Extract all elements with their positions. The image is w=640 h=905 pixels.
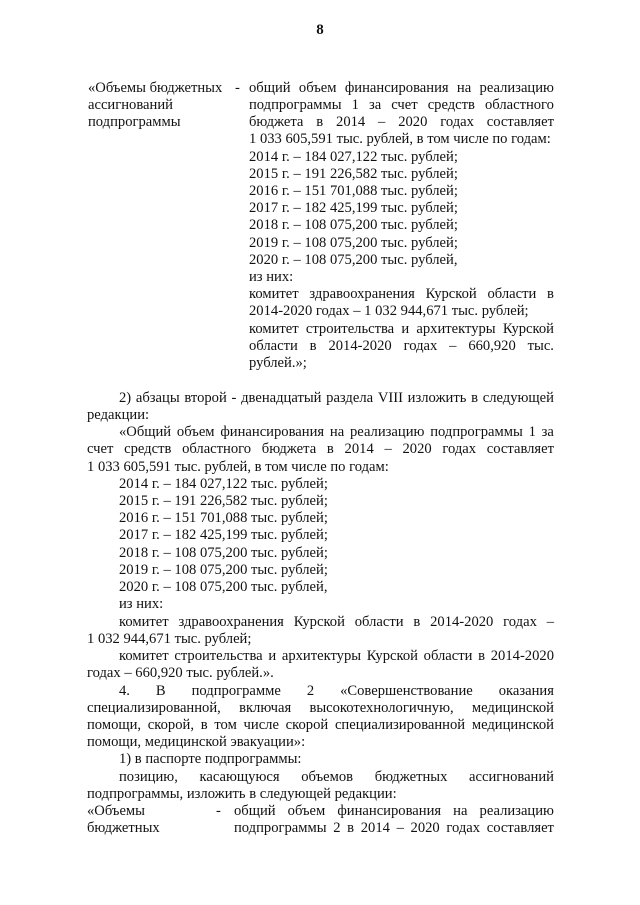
word: Курской <box>425 286 477 302</box>
text-line <box>0 321 640 339</box>
text-line <box>0 407 640 425</box>
word: бюджета <box>249 114 304 130</box>
paragraph-line <box>119 769 554 787</box>
word: подпрограмме <box>191 683 281 699</box>
value-line-justified <box>249 286 554 304</box>
text-line <box>0 510 640 528</box>
word: 2014 <box>344 441 374 457</box>
word: на <box>456 80 472 96</box>
value-line: из них: <box>249 269 294 285</box>
position-label: ассигнований <box>88 97 173 113</box>
word: касающуюся <box>199 769 280 785</box>
text-line <box>0 269 640 287</box>
text-line <box>0 803 640 821</box>
word: архитектуры <box>281 648 362 664</box>
text-line <box>0 751 640 769</box>
word: средств <box>427 97 475 113</box>
word: на <box>329 424 345 440</box>
word: 2020 <box>410 820 440 836</box>
text-line <box>0 149 640 167</box>
word: годах <box>440 114 474 130</box>
word: реализацию <box>479 80 554 96</box>
paragraph-line: 1) в паспорте подпрограммы: <box>119 751 302 767</box>
word: объемов <box>301 769 354 785</box>
text-line <box>0 424 640 442</box>
word: подпрограммы <box>249 97 342 113</box>
text-line <box>0 562 640 580</box>
position-label: бюджетных <box>87 820 160 836</box>
text-line <box>0 200 640 218</box>
word: областного <box>484 97 554 113</box>
word: 2020 <box>398 114 428 130</box>
word: скорой, <box>147 717 194 733</box>
word: тыс. <box>527 338 554 354</box>
word: строительства <box>174 648 263 664</box>
paragraph-line: редакции: <box>87 407 150 423</box>
word: счет <box>87 441 114 457</box>
text-line <box>0 303 640 321</box>
paragraph-line: 2015 г. – 191 226,582 тыс. рублей; <box>119 493 328 509</box>
text-line <box>0 631 640 649</box>
word: оказания <box>498 683 554 699</box>
text-line <box>0 700 640 718</box>
word: в <box>347 820 355 836</box>
word: в <box>309 338 317 354</box>
word: включая <box>239 700 292 716</box>
text-line <box>0 390 640 408</box>
position-label: подпрограммы <box>88 114 181 130</box>
word: реализацию <box>479 803 554 819</box>
word: подпрограммы <box>430 424 523 440</box>
word: и <box>401 321 410 337</box>
word: объем <box>298 80 337 96</box>
position-label: «Объемы бюджетных <box>88 80 223 96</box>
paragraph-line <box>119 683 554 701</box>
word: в <box>200 717 208 733</box>
word: специализированной <box>334 717 466 733</box>
value-line-justified <box>249 338 554 356</box>
word: финансирования <box>344 80 449 96</box>
word: комитет <box>119 614 169 630</box>
word: – <box>378 114 386 130</box>
word: 4. <box>119 683 130 699</box>
paragraph-line: из них: <box>119 596 164 612</box>
value-line: 2015 г. – 191 226,582 тыс. рублей; <box>249 166 458 182</box>
word: VIII <box>377 390 403 406</box>
value-line: 1 033 605,591 тыс. рублей, в том числе по годам: <box>249 131 551 147</box>
word: финансирования <box>337 803 442 819</box>
word: составляет <box>486 441 554 457</box>
word: средств <box>124 441 172 457</box>
text-line <box>0 820 640 838</box>
value-line: 2019 г. – 108 075,200 тыс. рублей; <box>249 235 458 251</box>
word: здравоохранения <box>178 614 284 630</box>
word: годах <box>403 338 438 354</box>
word: здравоохранения <box>309 286 415 302</box>
text-line <box>0 355 640 373</box>
paragraph-line: помощи, медицинской эвакуации»: <box>87 734 306 750</box>
word: 1 <box>351 97 359 113</box>
word: 2014 <box>336 114 366 130</box>
text-line <box>0 734 640 752</box>
paragraph-line: 2020 г. – 108 075,200 тыс. рублей, <box>119 579 328 595</box>
paragraph-line <box>119 390 554 408</box>
text-line <box>0 441 640 459</box>
position-label: «Объемы <box>87 803 145 819</box>
word: комитет <box>249 321 299 337</box>
text-line <box>0 131 640 149</box>
word: 660,920 <box>468 338 516 354</box>
value-line: 2014 г. – 184 027,122 тыс. рублей; <box>249 149 458 165</box>
paragraph-line: 2014 г. – 184 027,122 тыс. рублей; <box>119 476 328 492</box>
value-line-justified <box>234 820 554 838</box>
word: специализированной, <box>87 700 221 716</box>
word: Курской <box>293 614 345 630</box>
text-line <box>0 717 640 735</box>
word: - <box>231 390 237 406</box>
text-line <box>0 286 640 304</box>
word: в <box>316 114 324 130</box>
word: – <box>384 441 392 457</box>
dash-separator: - <box>235 80 240 96</box>
text-line <box>0 114 640 132</box>
word: области <box>423 648 473 664</box>
word: 2) <box>119 390 132 406</box>
word: 2 <box>333 820 341 836</box>
page-number: 8 <box>316 22 324 38</box>
paragraph-line <box>87 700 554 718</box>
word: помощи, <box>87 717 142 733</box>
text-line <box>0 338 640 356</box>
word: области <box>487 286 537 302</box>
word: архитектуры <box>416 321 496 337</box>
text-line <box>0 579 640 597</box>
word: 2014-2020 <box>430 614 494 630</box>
word: – <box>546 614 554 630</box>
text-line <box>0 183 640 201</box>
word: за <box>541 424 554 440</box>
word: общий <box>249 80 291 96</box>
word: строительства <box>305 321 395 337</box>
paragraph-line <box>119 424 554 442</box>
word: подпрограммы <box>234 820 327 836</box>
value-line: 2020 г. – 108 075,200 тыс. рублей, <box>249 252 458 268</box>
word: объем <box>176 424 215 440</box>
word: в <box>326 441 334 457</box>
value-line: рублей.»; <box>249 355 307 371</box>
word: составляет <box>486 820 554 836</box>
word: на <box>453 803 468 819</box>
word: медицинской <box>471 700 554 716</box>
paragraph-line <box>119 648 554 666</box>
word: абзацы <box>135 390 180 406</box>
text-line <box>0 235 640 253</box>
word: Курской <box>502 321 554 337</box>
word: и <box>268 648 277 664</box>
word: Курской <box>366 648 418 664</box>
word: в <box>471 390 479 406</box>
word: составляет <box>486 114 554 130</box>
text-line <box>0 683 640 701</box>
word: раздела <box>326 390 374 406</box>
word: бюджетных <box>374 769 448 785</box>
value-line-justified <box>234 803 554 821</box>
text-line <box>0 614 640 632</box>
value-line-justified <box>249 97 554 115</box>
word: комитет <box>249 286 299 302</box>
word: – <box>396 820 404 836</box>
word: числе <box>243 717 279 733</box>
text-line <box>0 786 640 804</box>
text-line <box>0 476 640 494</box>
text-line <box>0 665 640 683</box>
text-line <box>0 545 640 563</box>
word: реализацию <box>350 424 425 440</box>
paragraph-line: подпрограммы, изложить в следующей редакции: <box>87 786 397 802</box>
word: годах <box>446 820 481 836</box>
word: медицинской <box>471 717 554 733</box>
value-line: 2017 г. – 182 425,199 тыс. рублей; <box>249 200 458 216</box>
word: ассигнований <box>469 769 554 785</box>
dash-separator: - <box>216 803 221 819</box>
text-line <box>0 459 640 477</box>
value-line: 2014-2020 годах – 1 032 944,671 тыс. рублей; <box>249 303 529 319</box>
word: – <box>449 338 457 354</box>
text-line <box>0 80 640 98</box>
word: следующей <box>482 390 554 406</box>
paragraph-line: 1 032 944,671 тыс. рублей; <box>87 631 252 647</box>
paragraph-line: годах – 660,920 тыс. рублей.». <box>87 665 274 681</box>
word: за <box>368 97 382 113</box>
paragraph-line: 2018 г. – 108 075,200 тыс. рублей; <box>119 545 328 561</box>
word: бюджета <box>261 441 317 457</box>
word: позицию, <box>119 769 178 785</box>
word: области <box>249 338 298 354</box>
text-line <box>0 769 640 787</box>
word: том <box>214 717 237 733</box>
word: объем <box>287 803 326 819</box>
word: областного <box>182 441 252 457</box>
word: высокотехнологичную, <box>309 700 454 716</box>
text-line <box>0 166 640 184</box>
text-line <box>0 648 640 666</box>
word: двенадцатый <box>241 390 322 406</box>
word: общий <box>234 803 276 819</box>
word: «Совершенствование <box>340 683 473 699</box>
value-line-justified <box>249 80 554 98</box>
value-line: 2018 г. – 108 075,200 тыс. рублей; <box>249 217 458 233</box>
word: скорой <box>285 717 329 733</box>
paragraph-line: 2017 г. – 182 425,199 тыс. рублей; <box>119 527 328 543</box>
word: 2 <box>306 683 315 699</box>
paragraph-line: 1 033 605,591 тыс. рублей, в том числе по годам: <box>87 459 389 475</box>
word: в <box>478 648 486 664</box>
word: 1 <box>528 424 536 440</box>
word: финансирования <box>220 424 325 440</box>
text-line <box>0 217 640 235</box>
word: 2014 <box>360 820 390 836</box>
paragraph-line <box>87 717 554 735</box>
paragraph-line: 2016 г. – 151 701,088 тыс. рублей; <box>119 510 328 526</box>
word: комитет <box>119 648 169 664</box>
word: 2014-2020 <box>328 338 392 354</box>
word: изложить <box>407 390 467 406</box>
word: В <box>155 683 166 699</box>
word: 2014-2020 <box>490 648 554 664</box>
value-line: 2016 г. – 151 701,088 тыс. рублей; <box>249 183 458 199</box>
word: «Общий <box>119 424 172 440</box>
value-line-justified <box>249 114 554 132</box>
word: годах <box>503 614 537 630</box>
word: 2020 <box>402 441 432 457</box>
paragraph-line <box>87 441 554 459</box>
word: области <box>354 614 404 630</box>
text-line <box>0 596 640 614</box>
text-line <box>0 527 640 545</box>
word: годах <box>442 441 477 457</box>
word: счет <box>391 97 418 113</box>
text-line <box>0 252 640 270</box>
word: второй <box>184 390 227 406</box>
word: в <box>547 286 554 302</box>
text-line <box>0 97 640 115</box>
paragraph-line <box>119 614 554 632</box>
paragraph-line: 2019 г. – 108 075,200 тыс. рублей; <box>119 562 328 578</box>
value-line-justified <box>249 321 554 339</box>
text-line <box>0 493 640 511</box>
word: в <box>413 614 421 630</box>
